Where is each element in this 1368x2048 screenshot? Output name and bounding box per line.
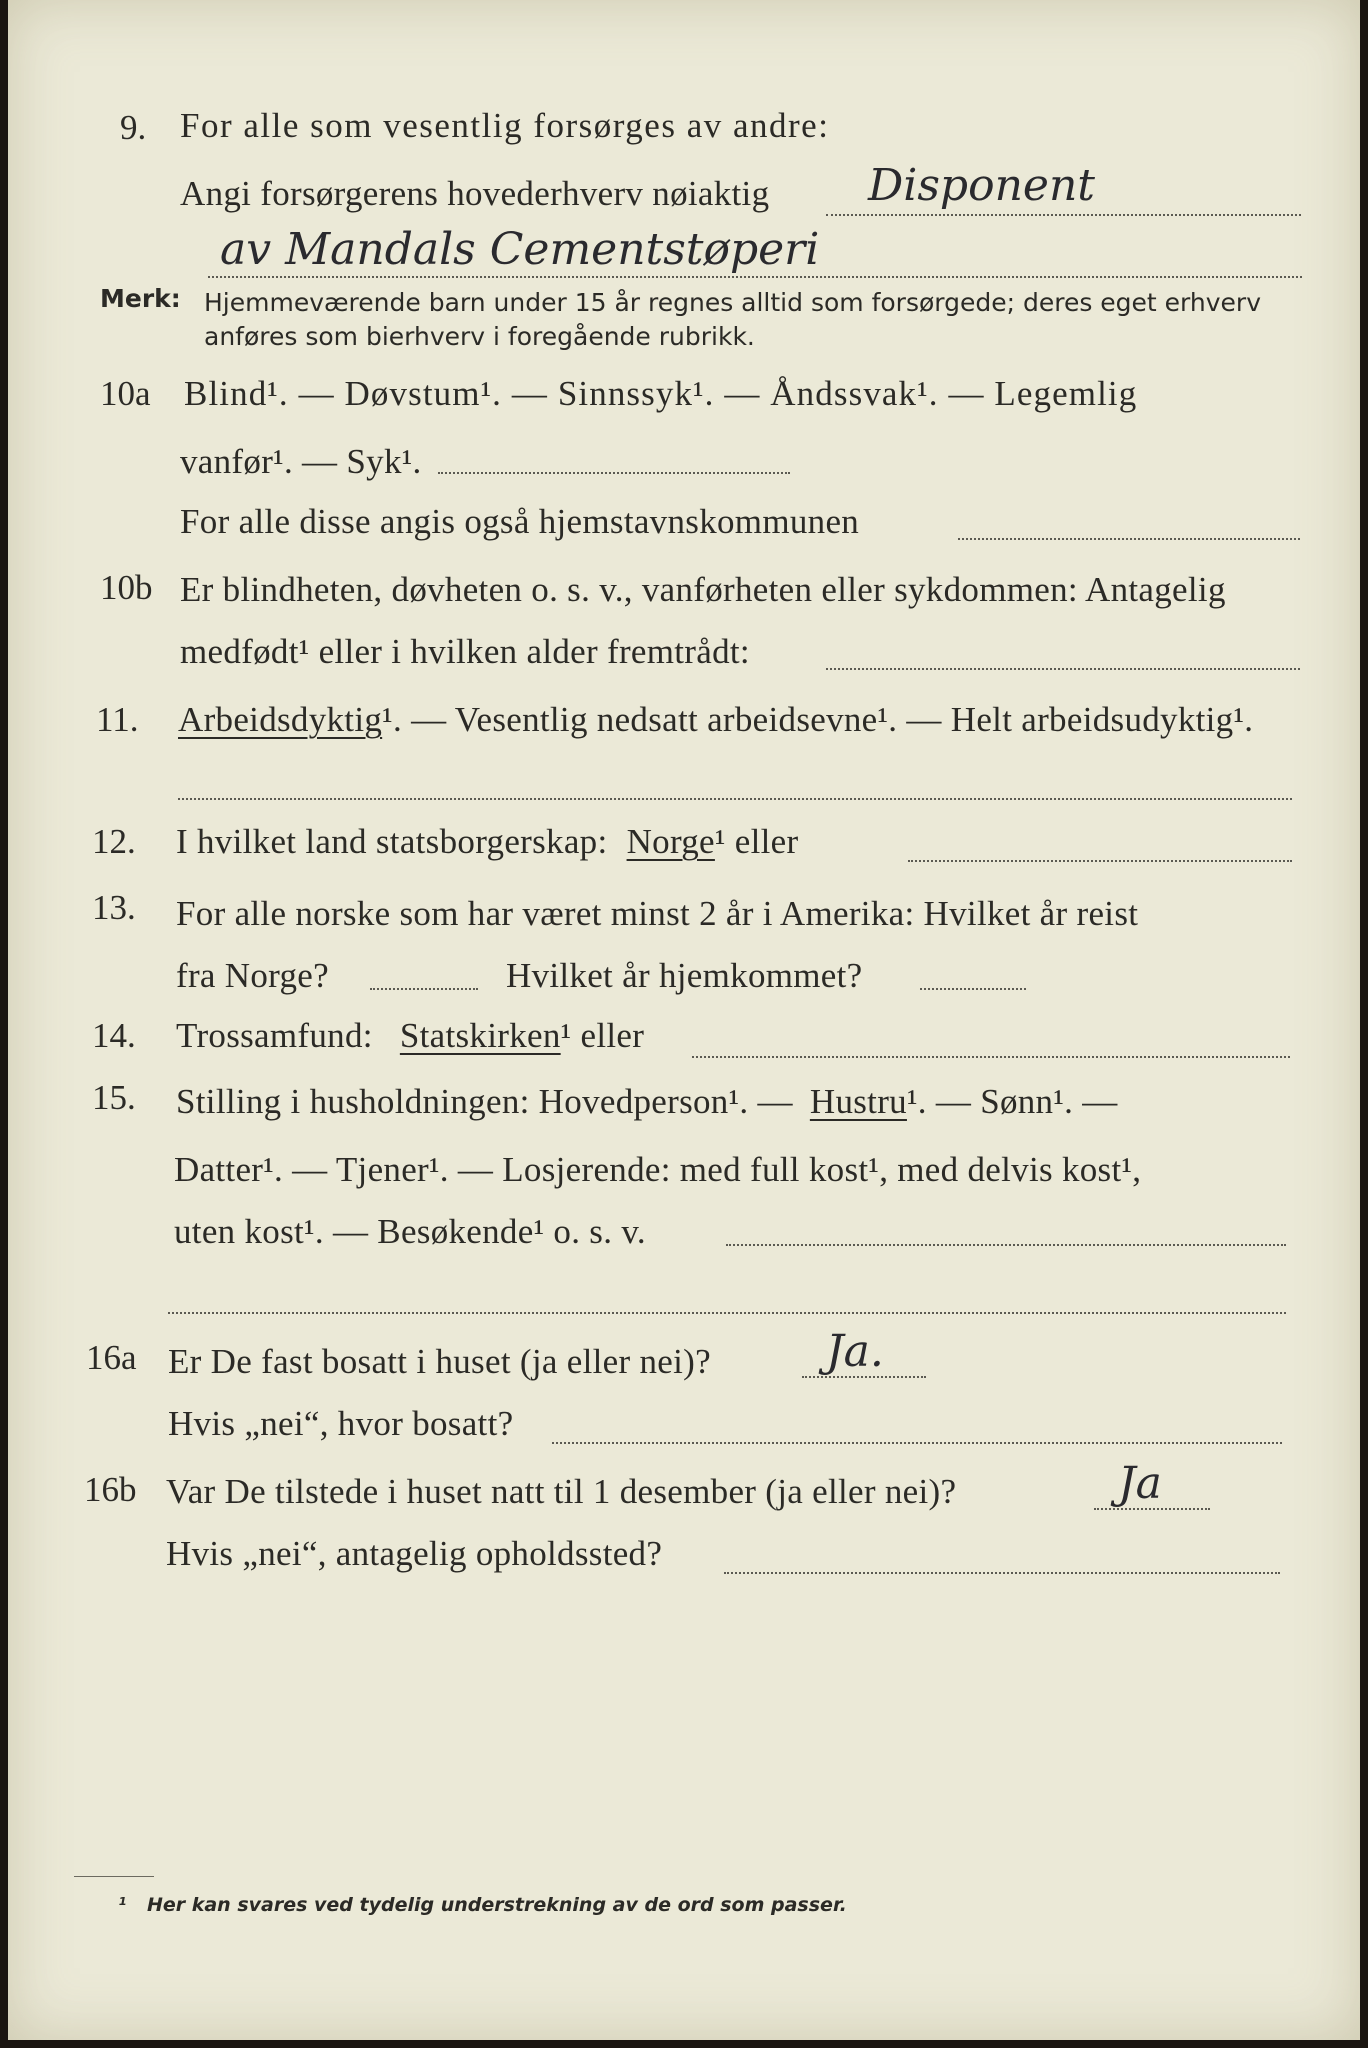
q10b-answer-line xyxy=(826,668,1300,670)
q10b-number: 10b xyxy=(100,568,153,607)
q10a-line-2: vanfør¹. — Syk¹. xyxy=(180,442,422,481)
q9-text-1: For alle som vesentlig forsørges av andre: xyxy=(180,106,830,145)
q15-number: 15. xyxy=(92,1078,136,1117)
merk-line-1: Hjemmeværende barn under 15 år regnes alltid som forsørgede; deres eget erhverv xyxy=(204,288,1261,317)
q16a-handwritten-answer: Ja. xyxy=(826,1326,884,1377)
q12-text-row xyxy=(176,822,798,862)
merk-label: Merk: xyxy=(100,284,181,313)
q11-number: 11. xyxy=(96,700,139,739)
q15-line-1 xyxy=(176,1082,1118,1122)
q15-line-3: uten kost¹. — Besøkende¹ o. s. v. xyxy=(174,1212,646,1251)
q16a-line-2: Hvis „nei“, hvor bosatt? xyxy=(168,1404,514,1443)
q15-line-2: Datter¹. — Tjener¹. — Losjerende: med full kost¹, med delvis kost¹, xyxy=(174,1150,1142,1189)
q15-answer-line-2 xyxy=(168,1312,1286,1314)
q16a-answer-line-2 xyxy=(552,1442,1282,1444)
q13-answer-line-1 xyxy=(370,988,478,990)
footnote-mark: ¹ xyxy=(118,1894,127,1916)
q16a-line-1: Er De fast bosatt i huset (ja eller nei)? xyxy=(168,1342,711,1381)
footnote xyxy=(118,1894,847,1916)
q16b-line-1: Var De tilstede i huset natt til 1 desember (ja eller nei)? xyxy=(166,1472,957,1511)
q13-answer-line-2 xyxy=(920,988,1026,990)
q12-text: I hvilket land statsborgerskap: xyxy=(176,822,608,861)
q16b-line-2: Hvis „nei“, antagelig opholdssted? xyxy=(166,1534,663,1573)
q10a-answer-line-2 xyxy=(958,538,1300,540)
q9-number: 9. xyxy=(120,108,147,147)
q10a-number: 10a xyxy=(100,374,151,413)
q9-handwritten-answer-1: Disponent xyxy=(868,160,1095,211)
census-form-page xyxy=(8,0,1360,2040)
q12-rest: ¹ eller xyxy=(714,822,799,861)
q14-option-statskirken[interactable]: Statskirken xyxy=(399,1016,561,1055)
q16a-number: 16a xyxy=(86,1338,137,1377)
q9-answer-line-1 xyxy=(826,214,1301,216)
q12-answer-line xyxy=(908,860,1292,862)
q10b-line-2: medfødt¹ eller i hvilken alder fremtrådt: xyxy=(180,632,750,671)
q15-option-hustru[interactable]: Hustru xyxy=(809,1082,907,1121)
q11-options xyxy=(178,700,1253,740)
q12-number: 12. xyxy=(92,822,136,861)
q10a-line-3: For alle disse angis også hjemstavnskommunen xyxy=(180,502,860,541)
q14-answer-line xyxy=(692,1056,1290,1058)
q15-line-1-text: Stilling i husholdningen: Hovedperson¹. — xyxy=(176,1082,793,1121)
q16b-handwritten-answer: Ja xyxy=(1118,1458,1162,1509)
footnote-rule xyxy=(74,1876,154,1877)
q13-line-2a: fra Norge? xyxy=(176,956,329,995)
q12-option-norge[interactable]: Norge xyxy=(626,822,715,861)
q16b-number: 16b xyxy=(84,1470,137,1509)
q14-rest: ¹ eller xyxy=(560,1016,645,1055)
footnote-text: Her kan svares ved tydelig understrekning av de ord som passer. xyxy=(146,1894,847,1916)
q11-answer-line xyxy=(178,798,1292,800)
q11-option-arbeidsdyktig[interactable]: Arbeidsdyktig xyxy=(178,700,383,739)
q14-text-row xyxy=(176,1016,644,1056)
q10a-answer-line-1 xyxy=(438,472,790,474)
q14-text: Trossamfund: xyxy=(176,1016,373,1055)
q10b-line-1: Er blindheten, døvheten o. s. v., vanførheten eller sykdommen: Antagelig xyxy=(180,570,1226,609)
q9-handwritten-answer-2: av Mandals Cementstøperi xyxy=(220,224,820,275)
q11-other-options: ¹. — Vesentlig nedsatt arbeidsevne¹. — Helt arbeidsudyktig¹. xyxy=(382,700,1254,739)
q13-line-1: For alle norske som har været minst 2 år i Amerika: Hvilket år reist xyxy=(176,894,1139,933)
q15-line-1-rest: ¹. — Sønn¹. — xyxy=(906,1082,1118,1121)
q14-number: 14. xyxy=(92,1016,136,1055)
q10a-line-1: Blind¹. — Døvstum¹. — Sinnssyk¹. — Åndssvak¹. — Legemlig xyxy=(184,374,1138,413)
q13-number: 13. xyxy=(92,888,136,927)
q15-answer-line-1 xyxy=(726,1244,1286,1246)
q16b-answer-line-2 xyxy=(724,1572,1280,1574)
q13-line-2b: Hvilket år hjemkommet? xyxy=(506,956,863,995)
q9-answer-line-2 xyxy=(208,276,1302,278)
merk-line-2: anføres som bierhverv i foregående rubrikk. xyxy=(204,322,755,351)
q9-text-2: Angi forsørgerens hovederhverv nøiaktig xyxy=(180,174,770,213)
